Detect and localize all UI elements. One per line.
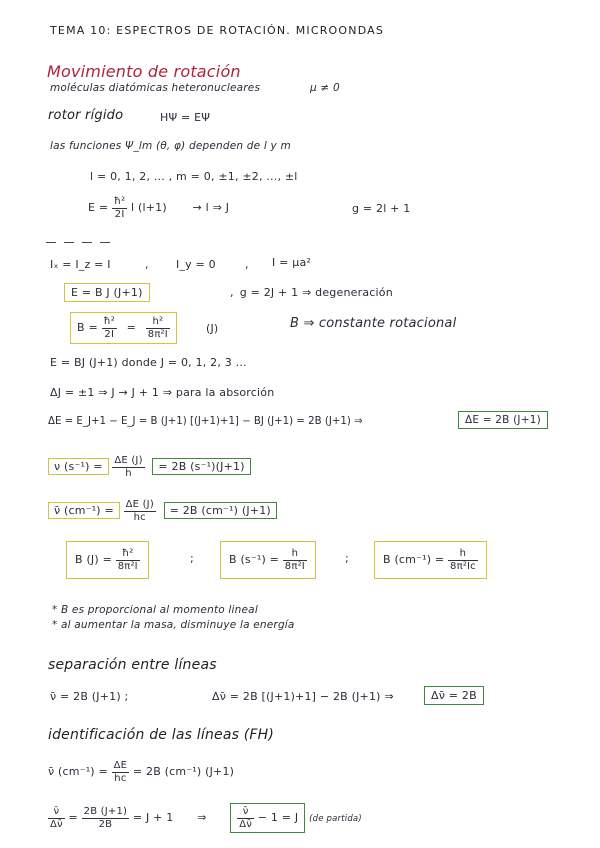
frequency-rhs: = 2B (s⁻¹)(J+1) xyxy=(152,458,250,475)
id2-box-fraction xyxy=(237,806,254,830)
divider-dash xyxy=(82,242,92,243)
energy-lhs: E = xyxy=(88,201,109,214)
frequency-lhs: ν (s⁻¹) = xyxy=(48,458,109,475)
separation-heading: separación entre líneas xyxy=(48,657,217,673)
id2-lhs-fraction xyxy=(48,806,65,830)
b-equals: = xyxy=(126,321,137,334)
b2-den: 8π²I xyxy=(284,560,305,572)
inertia-eq1: Iₓ = I_z = I xyxy=(50,258,111,271)
divider-dash xyxy=(100,242,110,243)
section-heading-rotation: Movimiento de rotación xyxy=(47,62,241,81)
divider-dash xyxy=(64,242,74,243)
mu-condition: μ ≠ 0 xyxy=(310,82,340,94)
b-f2-den: 8π²I xyxy=(147,328,168,340)
energy-tail: l (l+1) xyxy=(131,201,167,214)
b1-fraction xyxy=(116,548,140,572)
degeneration-text: g = 2J + 1 ⇒ degeneración xyxy=(239,286,393,299)
id2-mid-den: 2B xyxy=(98,818,113,830)
note-2: * al aumentar la masa, disminuye la energía xyxy=(52,619,295,631)
b-joules-box xyxy=(66,541,149,579)
wavenumber-lhs: ν̄ (cm⁻¹) = xyxy=(48,502,120,519)
subtitle-molecules: moléculas diatómicas heteronucleares xyxy=(50,82,261,94)
id2-box-tail: − 1 = J xyxy=(257,811,299,824)
separation-eq1: ν̄ = 2B (J+1) ; xyxy=(50,690,129,703)
wavenumber-rhs: = 2B (cm⁻¹) (J+1) xyxy=(164,502,277,519)
id2-mid-tail: = J + 1 xyxy=(132,811,174,824)
energy-frac-num: ħ² xyxy=(113,196,126,207)
id2-note: (de partida) xyxy=(309,814,362,824)
id2-lhs-num: ν̄ xyxy=(48,806,65,819)
rotational-constant-note: B ⇒ constante rotacional xyxy=(290,316,457,331)
id2-box-den: Δν̄ xyxy=(239,818,253,830)
inertia-separator: , xyxy=(145,258,149,271)
b3-num: h xyxy=(448,548,478,561)
b-fraction-2 xyxy=(146,316,170,340)
id1-num: ΔE xyxy=(113,760,128,771)
frequency-fraction xyxy=(112,455,144,479)
separator: ; xyxy=(345,552,349,565)
degeneracy-l: g = 2l + 1 xyxy=(352,202,411,215)
id1-rhs: = 2B (cm⁻¹) (J+1) xyxy=(132,765,235,778)
rotor-label: rotor rígido xyxy=(48,108,124,123)
b-lhs: B = xyxy=(77,321,98,334)
wavenumber-den: hc xyxy=(133,511,146,523)
separator: ; xyxy=(190,552,194,565)
b-unit: (J) xyxy=(206,322,219,335)
b-f2-num: h² xyxy=(146,316,170,329)
frequency-den: h xyxy=(125,467,132,479)
id2-mid-num: 2B (J+1) xyxy=(83,806,128,817)
id2-mid-fraction xyxy=(82,806,130,830)
b1-den: 8π²I xyxy=(117,560,138,572)
inertia-separator: , xyxy=(245,258,249,271)
frequency-equation xyxy=(48,455,251,479)
divider-dash xyxy=(46,242,56,243)
b3-fraction xyxy=(448,548,478,572)
separation-eq2: Δν̄ = 2B [(J+1)+1] − 2B (J+1) ⇒ xyxy=(212,690,394,703)
identification-line-2: $\frac{\nū}{\Delta\nū}$ = $\frac{2B (J+1)}{2B}$ = J + 1 ⇒ $\frac{\nū}{\Delta\nū}$ − 1 = J (de partida) xyxy=(48,803,362,833)
energy-fraction xyxy=(112,196,127,220)
id1-lhs: ν̄ (cm⁻¹) = xyxy=(48,765,108,778)
inertia-eq2: I_y = 0 xyxy=(176,258,216,271)
id2-arrow: ⇒ xyxy=(197,811,207,824)
functions-text: las funciones Ψ_lm (θ, φ) dependen de l y m xyxy=(50,140,291,152)
b1-num: ħ² xyxy=(116,548,140,561)
b-wavenumber-box xyxy=(374,541,487,579)
selection-rule: ΔJ = ±1 ⇒ J → J + 1 ⇒ para la absorción xyxy=(50,386,275,399)
separation-box: Δν̄ = 2B xyxy=(424,686,484,705)
b-f1-den: 2I xyxy=(104,328,115,340)
schrodinger-equation: HΨ = EΨ xyxy=(160,111,211,124)
id2-box-num: ν̄ xyxy=(237,806,254,819)
id2-result-box xyxy=(230,803,305,833)
b2-lhs: B (s⁻¹) = xyxy=(229,553,280,566)
energy-levels: E = BJ (J+1) donde J = 0, 1, 2, 3 ... xyxy=(50,356,247,369)
b3-lhs: B (cm⁻¹) = xyxy=(383,553,445,566)
note-1: * B es proporcional al momento lineal xyxy=(52,604,258,616)
energy-box: E = B J (J+1) xyxy=(64,283,150,302)
identification-line-1 xyxy=(48,760,234,784)
wavenumber-num: ΔE (J) xyxy=(125,499,154,510)
degeneration-note: , g = 2J + 1 ⇒ degeneración xyxy=(230,286,393,299)
b1-lhs: B (J) = xyxy=(75,553,112,566)
delta-e-derivation: ΔE = E_J+1 − E_J = B (J+1) [(J+1)+1] − BJ (J+1) = 2B (J+1) ⇒ xyxy=(48,416,363,427)
id2-lhs-den: Δν̄ xyxy=(50,818,63,830)
delta-e-box: ΔE = 2B (J+1) xyxy=(458,411,548,429)
energy-frac-den: 2I xyxy=(114,208,125,220)
b2-fraction xyxy=(283,548,307,572)
rotational-constant-box xyxy=(70,312,177,344)
b2-num: h xyxy=(283,548,307,561)
b-f1-num: ħ² xyxy=(103,316,115,327)
id1-den: hc xyxy=(114,772,127,784)
b-fraction-1 xyxy=(102,316,117,340)
energy-arrow: → l ⇒ J xyxy=(192,201,230,214)
wavenumber-equation xyxy=(48,499,277,523)
inertia-eq3: I = μa² xyxy=(272,256,312,269)
b-hertz-box xyxy=(220,541,316,579)
page-title: TEMA 10: ESPECTROS DE ROTACIÓN. MICROONDAS xyxy=(50,24,385,37)
quantum-ranges: l = 0, 1, 2, ... , m = 0, ±1, ±2, ..., ±l xyxy=(90,170,298,183)
frequency-num: ΔE (J) xyxy=(114,455,143,466)
identification-heading: identificación de las líneas (FH) xyxy=(48,727,275,743)
id1-fraction xyxy=(112,760,130,784)
energy-equation xyxy=(88,196,229,220)
b3-den: 8π²Ic xyxy=(450,560,476,572)
wavenumber-fraction xyxy=(124,499,156,523)
